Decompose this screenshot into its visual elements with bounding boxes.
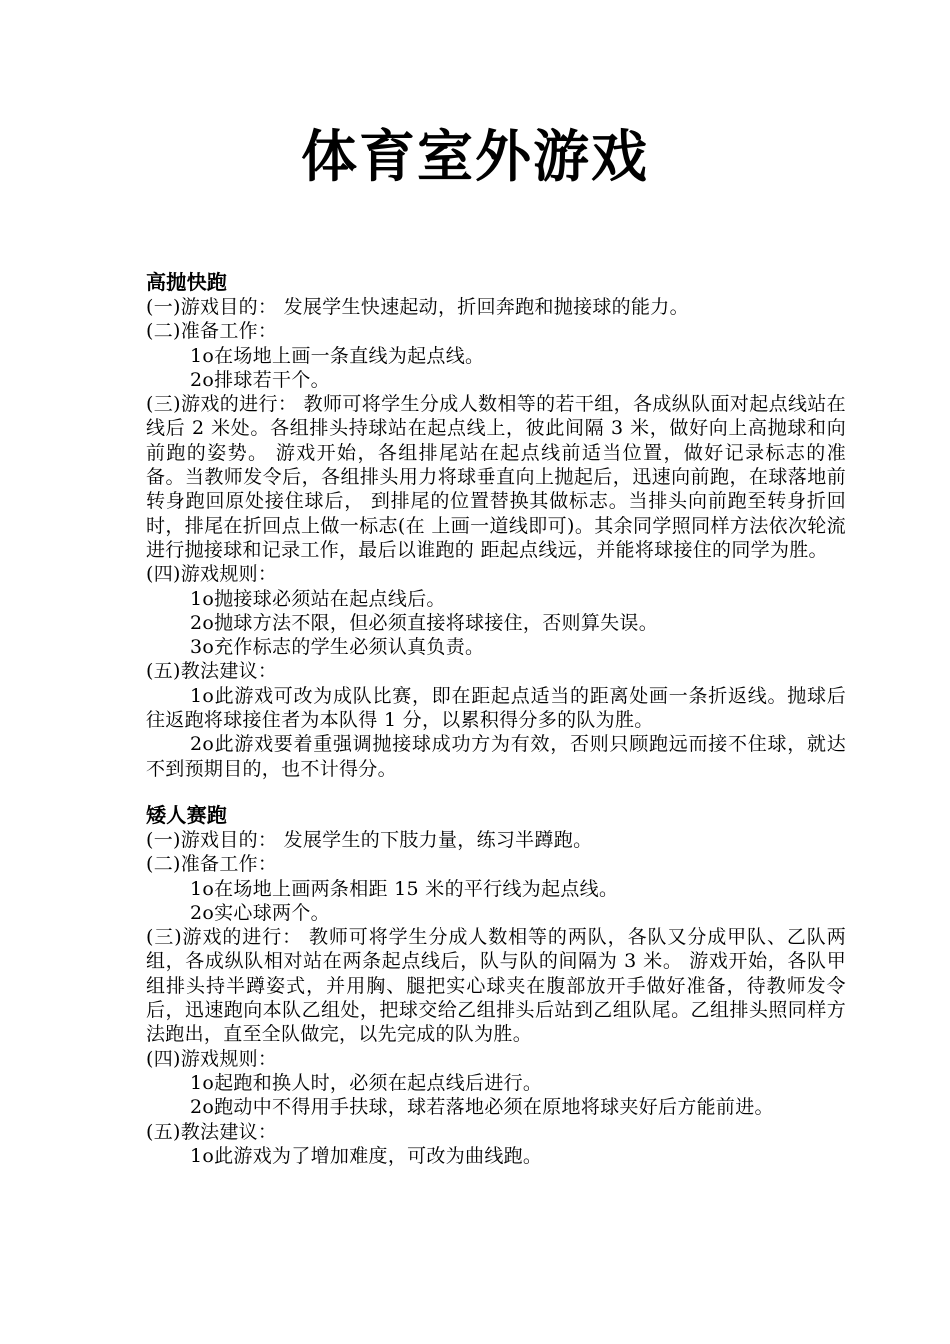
tips-label: (五)教法建议： (146, 1120, 278, 1143)
rules-label: (四)游戏规则： (146, 563, 278, 586)
game-purpose: (一)游戏目的： 发展学生快速起动，折回奔跑和抛接球的能力。 (146, 296, 689, 318)
rules-label: (四)游戏规则： (146, 1047, 278, 1070)
tip-item: 2o此游戏要着重强调抛接球成功方为有效，否则只顾跑远而接不住球，就达不到预期目的，也不计得分。 (146, 733, 846, 780)
game-process: (三)游戏的进行： 教师可将学生分成人数相等的两队，各队又分成甲队、乙队两组，各成纵队相对站在两条起点线后，队与队的间隔为 3 米。 游戏开始，各队甲组排头持半蹲姿式，并用胸、腿把实心球夹在腹部放开手做好准备，待教师发令后，迅速跑向本队乙组处，把球交给乙组排头后站到乙组队尾。乙组排头照同样方法跑出，直至全队做完，以先完成的队为胜。 (146, 926, 846, 1046)
rule-item: 2o抛球方法不限，但必须直接将球接住，否则算失误。 (190, 611, 659, 634)
rule-item: 1o抛接球必须站在起点线后。 (190, 587, 446, 610)
section-heading: 矮人赛跑 (146, 802, 228, 827)
game-process: (三)游戏的进行： 教师可将学生分成人数相等的若干组，各成纵队面对起点线站在线后 2 米处。各组排头持球站在起点线上，彼此间隔 3 米，做好向上高抛球和向前跑的姿势。 游戏开始，各组排尾站在起点线前适当位置，做好记录标志的准备。当教师发令后，各组排头用力将球垂直向上抛起后，迅速向前跑，在球落地前转身跑回原处接住球后， 到排尾的位置替换其做标志。当排头向前跑至转身折回时，排尾在折回点上做一标志(在 上画一道线即可)。其余同学照同样方法依次轮流进行抛接球和记录工作，最后以谁跑的 距起点线远，并能将球接住的同学为胜。 (146, 393, 846, 561)
document-body (146, 270, 846, 1168)
section-high-throw-run (146, 270, 846, 781)
prep-item: 2o实心球两个。 (190, 901, 330, 924)
game-purpose: (一)游戏目的： 发展学生的下肢力量，练习半蹲跑。 (146, 828, 593, 851)
prep-item: 2o排球若干个。 (190, 368, 330, 391)
tips-label: (五)教法建议： (146, 660, 278, 683)
rule-item: 1o起跑和换人时，必须在起点线后进行。 (190, 1071, 543, 1094)
prep-item: 1o在场地上画两条相距 15 米的平行线为起点线。 (190, 877, 619, 900)
rule-item: 3o充作标志的学生必须认真负责。 (190, 636, 485, 659)
prep-label: (二)准备工作： (146, 320, 278, 343)
page-title: 体育室外游戏 (301, 125, 649, 190)
prep-label: (二)准备工作： (146, 853, 278, 876)
section-dwarf-race (146, 803, 846, 1168)
tip-item: 1o此游戏可改为成队比赛，即在距起点适当的距离处画一条折返线。抛球后往返跑将球接住者为本队得 1 分，以累积得分多的队为胜。 (146, 684, 846, 732)
prep-item: 1o在场地上画一条直线为起点线。 (190, 344, 485, 367)
tip-item: 1o此游戏为了增加难度，可改为曲线跑。 (190, 1144, 543, 1167)
rule-item: 2o跑动中不得用手扶球，球若落地必须在原地将球夹好后方能前进。 (190, 1096, 774, 1119)
section-heading: 高抛快跑 (146, 270, 228, 294)
